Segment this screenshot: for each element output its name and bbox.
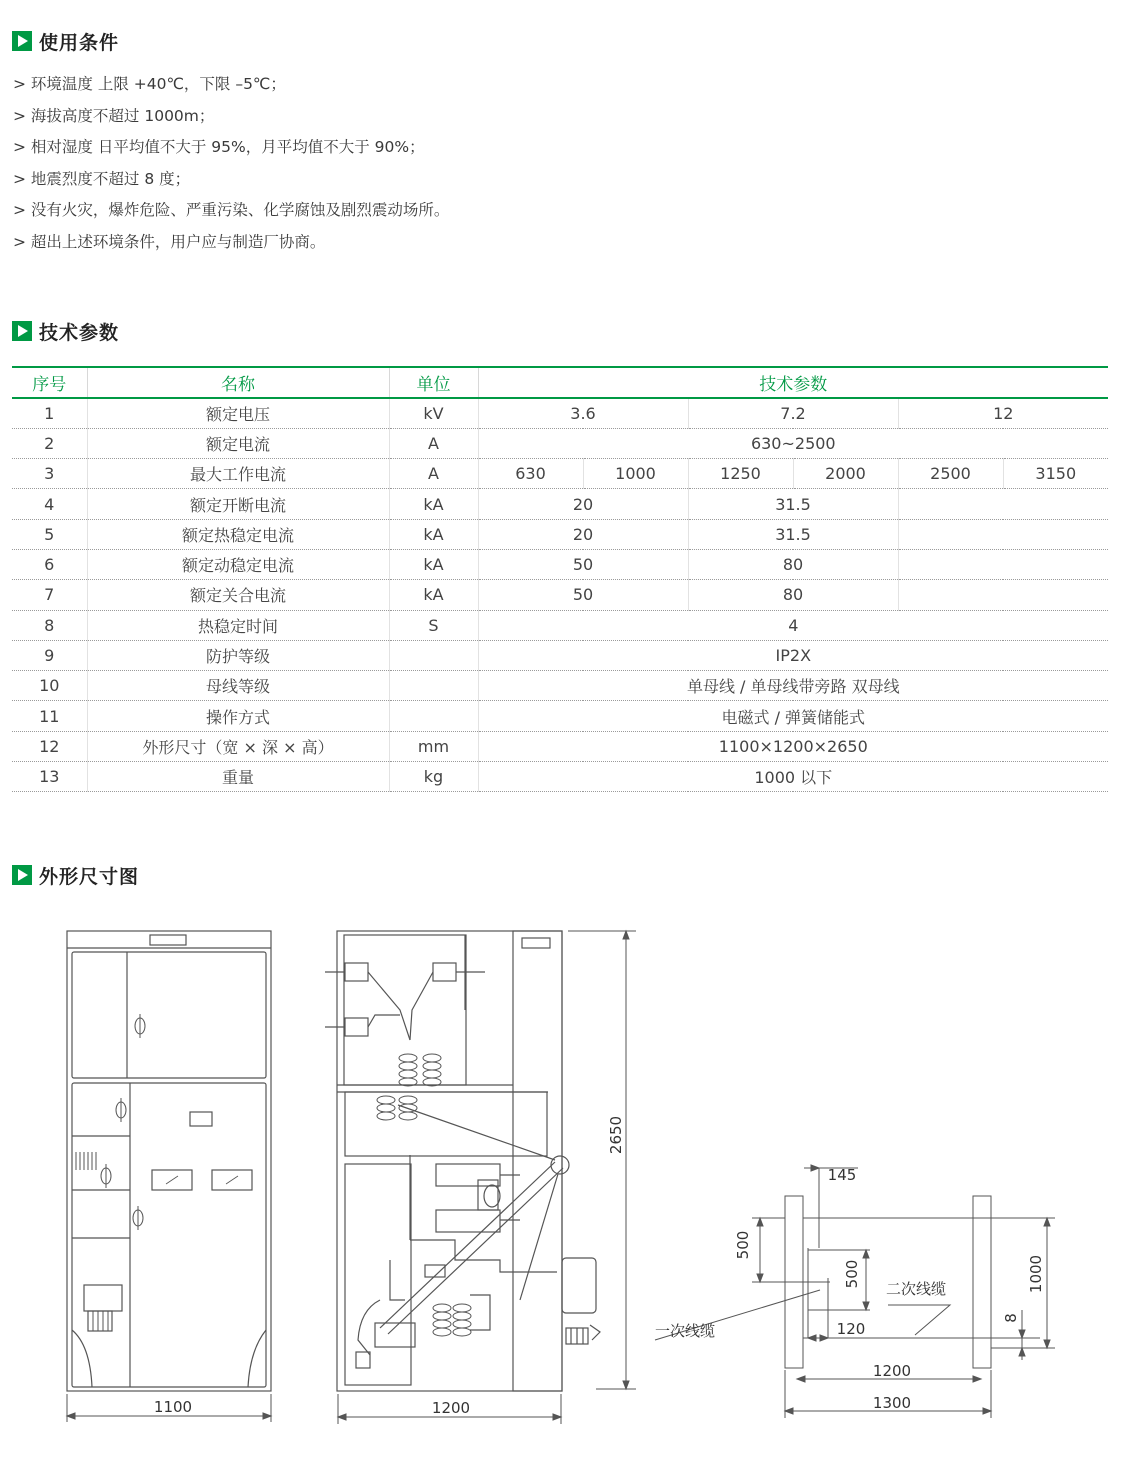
- label-secondary-cable: 二次线缆: [886, 1280, 947, 1298]
- table-row: [12, 640, 1108, 670]
- base-plan: [655, 1165, 1055, 1418]
- cell-value: [898, 580, 1108, 610]
- cell-name: 母线等级: [87, 671, 389, 701]
- cell-no: 12: [12, 731, 87, 761]
- cell-no: 4: [12, 489, 87, 519]
- cell-value: 12: [898, 398, 1108, 428]
- cell-name: 重量: [87, 762, 389, 792]
- table-row: [12, 701, 1108, 731]
- table-row: [12, 459, 1108, 489]
- cell-unit: kA: [389, 489, 478, 519]
- header-unit: 单位: [389, 367, 478, 398]
- table-row: [12, 610, 1108, 640]
- conditions-list: [13, 72, 449, 262]
- cell-value: [898, 489, 1108, 519]
- dim-height: 2650: [607, 1115, 625, 1155]
- dim-8: 8: [1002, 1313, 1020, 1323]
- cell-name: 额定关合电流: [87, 580, 389, 610]
- triangle-play-icon: [12, 321, 32, 341]
- cell-unit: A: [389, 428, 478, 458]
- specs-title: 技术参数: [39, 321, 120, 344]
- dim-front-width: 1100: [153, 1398, 193, 1416]
- triangle-play-icon: [12, 865, 32, 885]
- cell-name: 最大工作电流: [87, 459, 389, 489]
- dim-500-mid: 500: [843, 1259, 861, 1289]
- conditions-title: 使用条件: [39, 31, 120, 54]
- table-row: [12, 398, 1108, 428]
- cell-unit: kV: [389, 398, 478, 428]
- table-row: [12, 762, 1108, 792]
- list-item: > 没有火灾，爆炸危险、严重污染、化学腐蚀及剧烈震动场所。: [13, 201, 450, 220]
- front-view: [67, 931, 271, 1422]
- cell-no: 8: [12, 610, 87, 640]
- table-row: [12, 580, 1108, 610]
- cell-unit: [389, 671, 478, 701]
- cell-unit: kg: [389, 762, 478, 792]
- cell-no: 3: [12, 459, 87, 489]
- table-row: [12, 731, 1108, 761]
- cell-value: 2500: [898, 459, 1003, 489]
- cell-value: 1000 以下: [478, 762, 1108, 792]
- list-item: > 地震烈度不超过 8 度；: [13, 169, 191, 188]
- cell-no: 1: [12, 398, 87, 428]
- table-row: [12, 489, 1108, 519]
- cell-value: 20: [478, 519, 688, 549]
- cell-no: 9: [12, 640, 87, 670]
- cell-no: 10: [12, 671, 87, 701]
- cell-no: 2: [12, 428, 87, 458]
- cell-name: 操作方式: [87, 701, 389, 731]
- cell-value: 电磁式 / 弹簧储能式: [478, 701, 1108, 731]
- cell-no: 11: [12, 701, 87, 731]
- cell-value: 1100×1200×2650: [478, 731, 1108, 761]
- cell-name: 外形尺寸（宽 × 深 × 高）: [87, 731, 389, 761]
- cell-value: 31.5: [688, 489, 898, 519]
- cell-value: 50: [478, 580, 688, 610]
- cell-name: 额定开断电流: [87, 489, 389, 519]
- cell-unit: kA: [389, 549, 478, 579]
- cell-unit: A: [389, 459, 478, 489]
- specs-heading: [12, 319, 119, 343]
- cell-no: 5: [12, 519, 87, 549]
- dim-500-left: 500: [734, 1230, 752, 1260]
- cell-name: 防护等级: [87, 640, 389, 670]
- table-row: [12, 519, 1108, 549]
- cell-value: 80: [688, 580, 898, 610]
- cell-no: 6: [12, 549, 87, 579]
- dimension-drawing: [0, 900, 1121, 1475]
- cell-value: 1250: [688, 459, 793, 489]
- cell-name: 额定动稳定电流: [87, 549, 389, 579]
- label-primary-cable: 一次线缆: [655, 1322, 716, 1340]
- cell-value: 80: [688, 549, 898, 579]
- table-row: [12, 671, 1108, 701]
- cell-value: 1000: [583, 459, 688, 489]
- dim-side-depth: 1200: [431, 1399, 471, 1417]
- cell-name: 额定电压: [87, 398, 389, 428]
- cell-unit: kA: [389, 580, 478, 610]
- cell-value: [898, 549, 1108, 579]
- cell-value: 单母线 / 单母线带旁路 双母线: [478, 671, 1108, 701]
- cell-value: 4: [478, 610, 1108, 640]
- cell-unit: [389, 701, 478, 731]
- side-view: [325, 931, 636, 1424]
- triangle-play-icon: [12, 31, 32, 51]
- dim-120: 120: [836, 1320, 866, 1338]
- cell-name: 额定热稳定电流: [87, 519, 389, 549]
- list-item: > 相对湿度 日平均值不大于 95%，月平均值不大于 90%；: [13, 138, 425, 157]
- header-name: 名称: [87, 367, 389, 398]
- cell-unit: S: [389, 610, 478, 640]
- dim-1300: 1300: [872, 1394, 912, 1412]
- table-row: [12, 428, 1108, 458]
- header-no: 序号: [12, 367, 87, 398]
- dim-1200-base: 1200: [872, 1362, 912, 1380]
- cell-unit: [389, 640, 478, 670]
- header-params: 技术参数: [478, 367, 1108, 398]
- cell-name: 额定电流: [87, 428, 389, 458]
- cell-value: 630: [478, 459, 583, 489]
- cell-value: IP2X: [478, 640, 1108, 670]
- conditions-heading: [12, 29, 119, 53]
- cell-no: 7: [12, 580, 87, 610]
- dimensions-title: 外形尺寸图: [39, 865, 140, 888]
- cell-no: 13: [12, 762, 87, 792]
- cell-unit: mm: [389, 731, 478, 761]
- cell-value: [898, 519, 1108, 549]
- list-item: > 超出上述环境条件，用户应与制造厂协商。: [13, 232, 326, 251]
- spec-table: [12, 366, 1108, 792]
- cell-value: 3.6: [478, 398, 688, 428]
- dimensions-heading: [12, 863, 139, 887]
- dim-1000: 1000: [1027, 1254, 1045, 1294]
- dim-145: 145: [827, 1166, 857, 1184]
- cell-name: 热稳定时间: [87, 610, 389, 640]
- table-header-row: [12, 367, 1108, 398]
- cell-value: 3150: [1003, 459, 1108, 489]
- table-row: [12, 549, 1108, 579]
- cell-value: 630~2500: [478, 428, 1108, 458]
- cell-value: 20: [478, 489, 688, 519]
- list-item: > 环境温度 上限 +40℃，下限 –5℃；: [13, 75, 286, 93]
- cell-value: 31.5: [688, 519, 898, 549]
- cell-value: 7.2: [688, 398, 898, 428]
- cell-unit: kA: [389, 519, 478, 549]
- cell-value: 2000: [793, 459, 898, 489]
- list-item: > 海拔高度不超过 1000m；: [13, 106, 215, 125]
- cell-value: 50: [478, 549, 688, 579]
